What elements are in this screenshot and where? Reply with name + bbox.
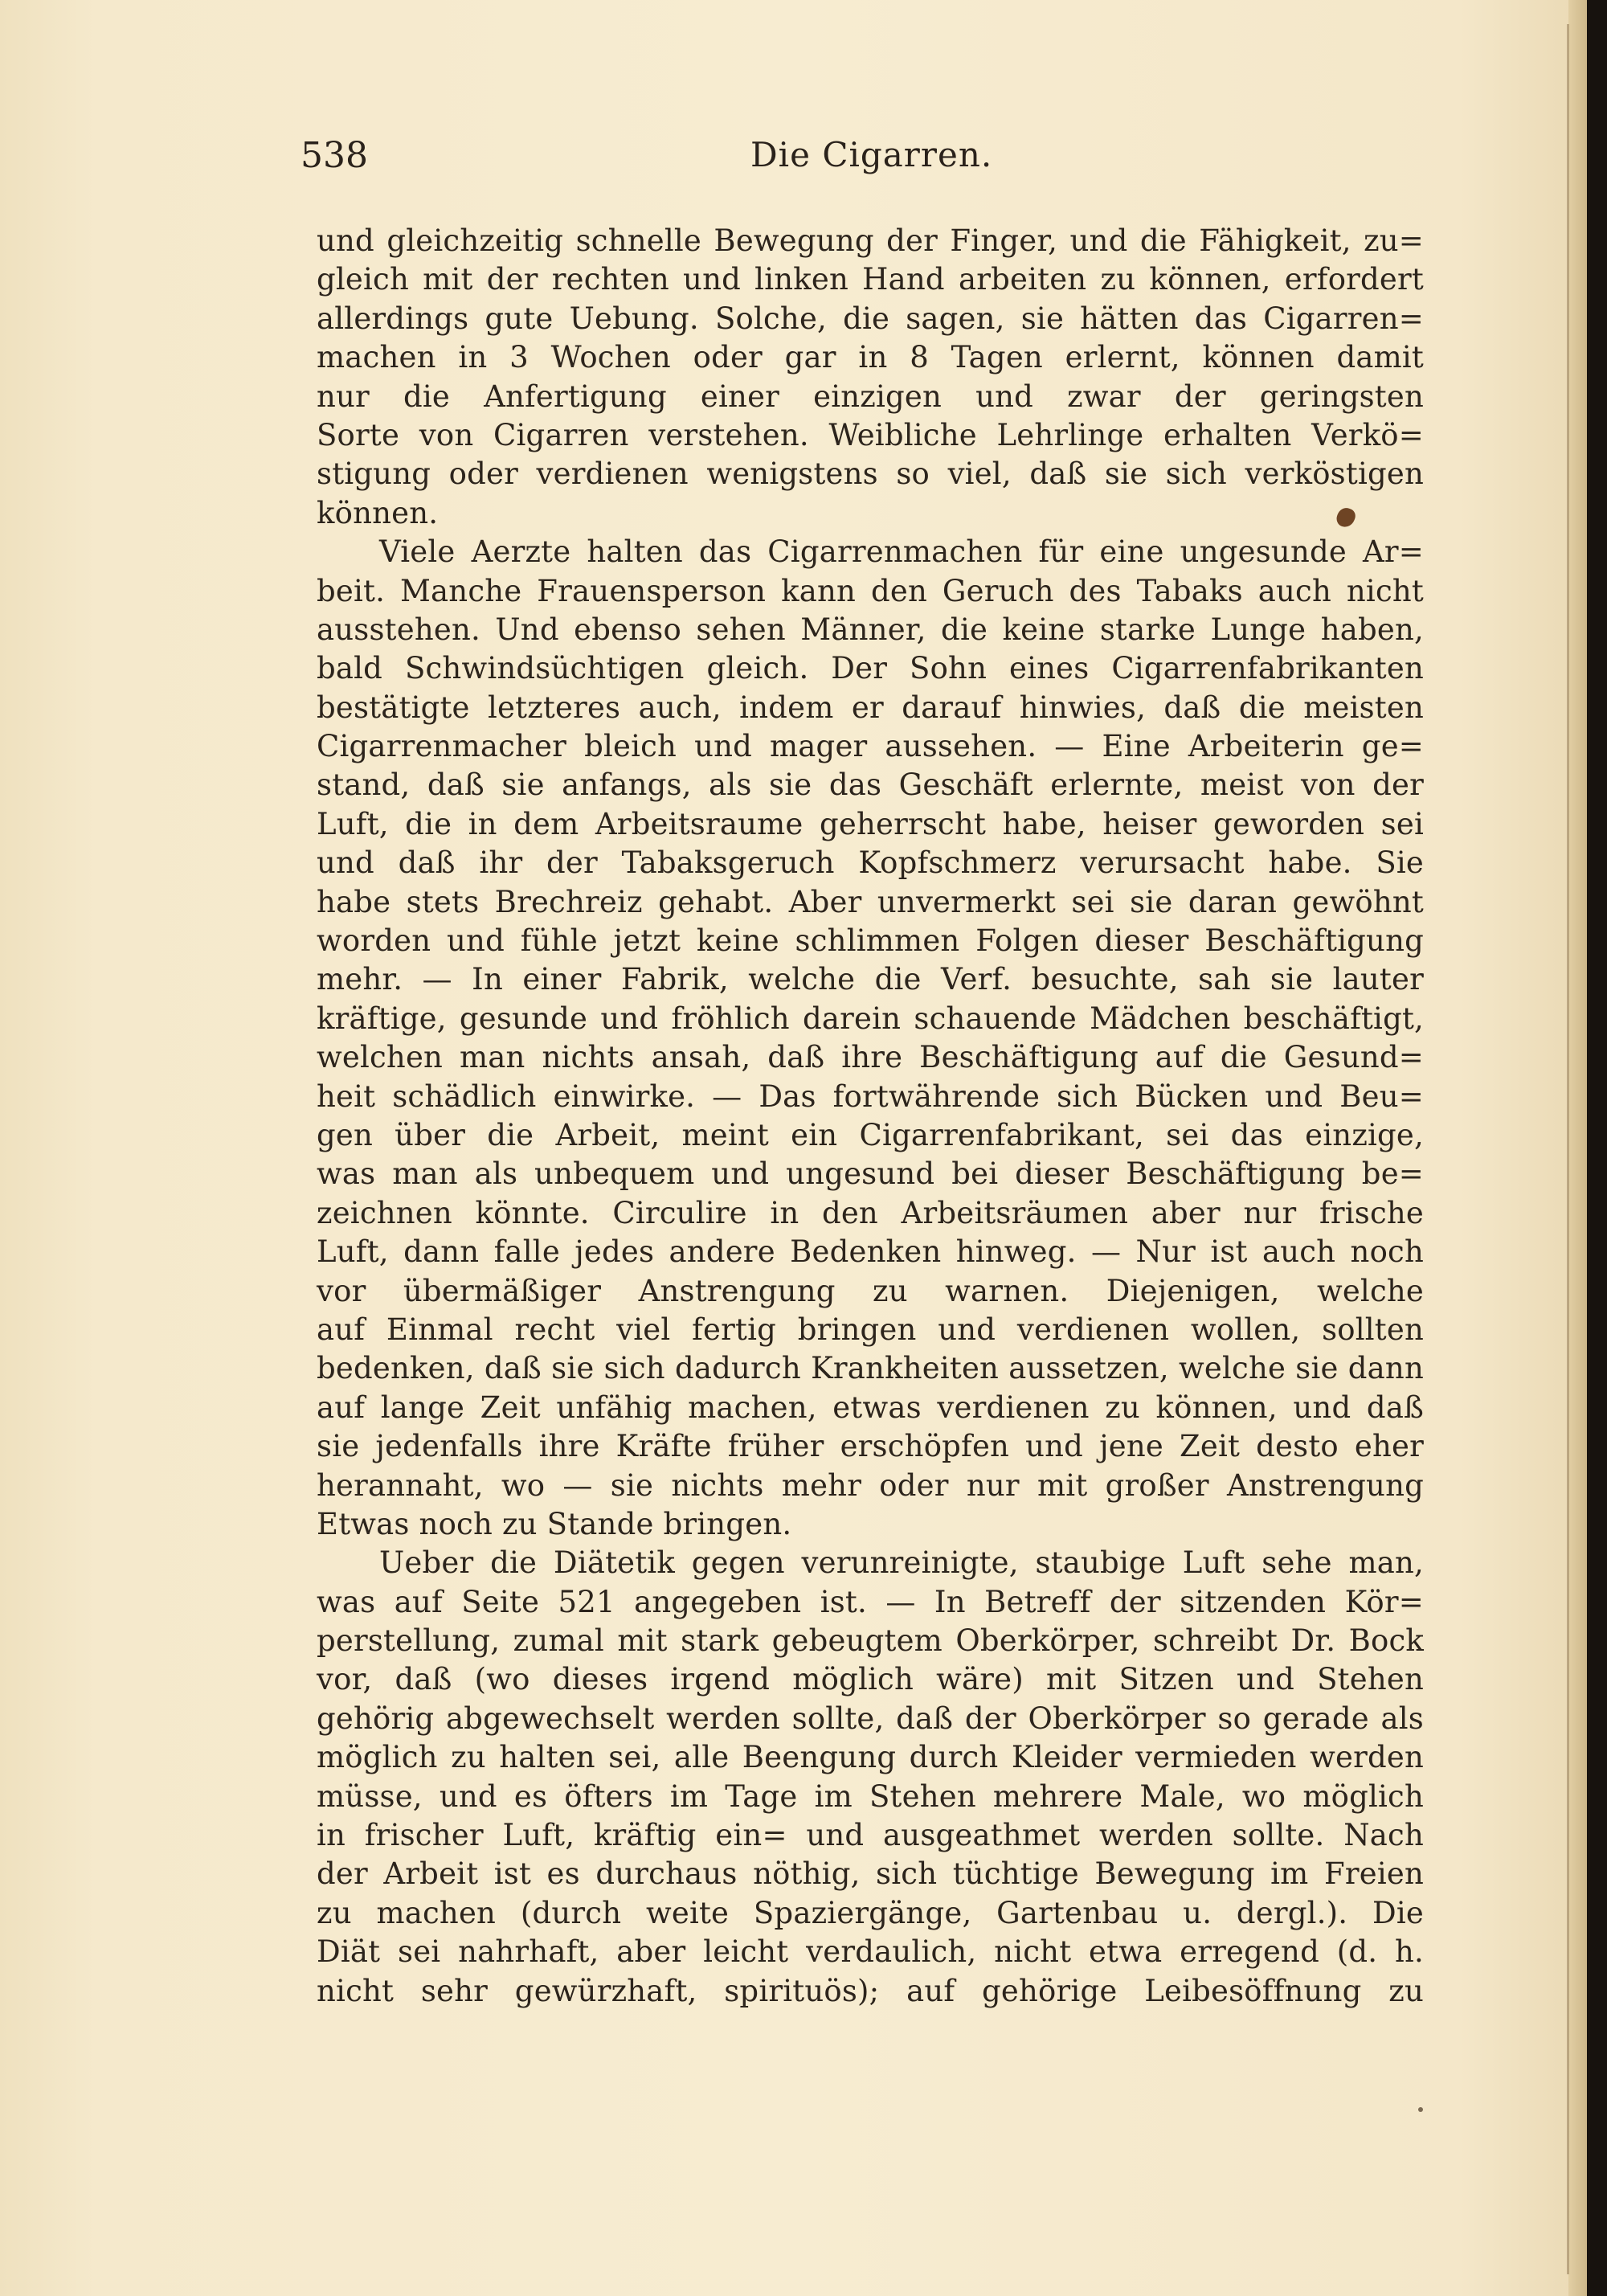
text-line: ausstehen. Und ebenso sehen Männer, die keine starke Lunge haben, bbox=[317, 612, 1424, 647]
text-line: zu machen (durch weite Spaziergänge, Gartenbau u. dergl.). Die bbox=[317, 1895, 1424, 1930]
text-line: Cigarrenmacher bleich und mager aussehen. — Eine Arbeiterin ge= bbox=[317, 729, 1424, 764]
text-line: nur die Anfertigung einer einzigen und zwar der geringsten bbox=[317, 379, 1424, 414]
text-line: was man als unbequem und ungesund bei dieser Beschäftigung be= bbox=[317, 1156, 1424, 1192]
text-line: herannaht, wo — sie nichts mehr oder nur mit großer Anstrengung bbox=[317, 1467, 1424, 1503]
page-edge-line bbox=[1567, 24, 1569, 2274]
text-line: bestätigte letzteres auch, indem er darauf hinwies, daß die meisten bbox=[317, 690, 1424, 725]
text-line: zeichnen könnte. Circulire in den Arbeitsräumen aber nur frische bbox=[317, 1195, 1424, 1230]
text-line: möglich zu halten sei, alle Beengung durch Kleider vermieden werden bbox=[317, 1740, 1424, 1775]
text-line: Luft, dann falle jedes andere Bedenken hinweg. — Nur ist auch noch bbox=[317, 1234, 1424, 1270]
text-line: gleich mit der rechten und linken Hand arbeiten zu können, erfordert bbox=[317, 262, 1424, 297]
text-line: worden und fühle jetzt keine schlimmen Folgen dieser Beschäftigung bbox=[317, 923, 1424, 959]
text-line: in frischer Luft, kräftig ein= und ausgeathmet werden sollte. Nach bbox=[317, 1818, 1424, 1853]
text-line: stand, daß sie anfangs, als sie das Geschäft erlernte, meist von der bbox=[317, 767, 1424, 803]
text-line: vor, daß (wo dieses irgend möglich wäre) mit Sitzen und Stehen bbox=[317, 1662, 1424, 1697]
text-line: allerdings gute Uebung. Solche, die sagen, sie hätten das Cigarren= bbox=[317, 301, 1424, 336]
page-number: 538 bbox=[301, 135, 368, 176]
text-line: machen in 3 Wochen oder gar in 8 Tagen erlernt, können damit bbox=[317, 340, 1424, 375]
text-line: mehr. — In einer Fabrik, welche die Verf. besuchte, sah sie lauter bbox=[317, 962, 1424, 997]
page-header bbox=[301, 135, 1422, 191]
page-edge bbox=[1568, 0, 1587, 2296]
text-line: und daß ihr der Tabaksgeruch Kopfschmerz verursacht habe. Sie bbox=[317, 845, 1424, 881]
text-line: nicht sehr gewürzhaft, spirituös); auf gehörige Leibesöffnung zu bbox=[317, 1973, 1424, 2008]
text-line: perstellung, zumal mit stark gebeugtem Oberkörper, schreibt Dr. Bock bbox=[317, 1623, 1424, 1659]
text-line: was auf Seite 521 angegeben ist. — In Betreff der sitzenden Kör= bbox=[317, 1584, 1424, 1619]
running-title: Die Cigarren. bbox=[750, 135, 993, 174]
text-line: auf Einmal recht viel fertig bringen und verdienen wollen, sollten bbox=[317, 1312, 1424, 1347]
text-line: Ueber die Diätetik gegen verunreinigte, staubige Luft sehe man, bbox=[379, 1545, 1424, 1581]
text-line: bedenken, daß sie sich dadurch Krankheiten aussetzen, welche sie dann bbox=[317, 1351, 1424, 1386]
text-line: kräftige, gesunde und fröhlich darein schauende Mädchen beschäftigt, bbox=[317, 1001, 1424, 1036]
text-line: heit schädlich einwirke. — Das fortwährende sich Bücken und Beu= bbox=[317, 1078, 1424, 1114]
paper-speck bbox=[1418, 2107, 1423, 2112]
text-line: Sorte von Cigarren verstehen. Weibliche Lehrlinge erhalten Verkö= bbox=[317, 417, 1424, 452]
text-line: müsse, und es öfters im Tage im Stehen mehrere Male, wo möglich bbox=[317, 1778, 1424, 1814]
text-line: habe stets Brechreiz gehabt. Aber unvermerkt sei sie daran gewöhnt bbox=[317, 884, 1424, 919]
text-line: sie jedenfalls ihre Kräfte früher erschöpfen und jene Zeit desto eher bbox=[317, 1429, 1424, 1464]
text-line: können. bbox=[317, 495, 439, 530]
text-line: Luft, die in dem Arbeitsraume geherrscht habe, heiser geworden sei bbox=[317, 806, 1424, 841]
text-line: gen über die Arbeit, meint ein Cigarrenfabrikant, sei das einzige, bbox=[317, 1117, 1424, 1152]
text-line: der Arbeit ist es durchaus nöthig, sich tüchtige Bewegung im Freien bbox=[317, 1856, 1424, 1892]
text-line: beit. Manche Frauensperson kann den Geruch des Tabaks auch nicht bbox=[317, 573, 1424, 608]
text-line: gehörig abgewechselt werden sollte, daß der Oberkörper so gerade als bbox=[317, 1701, 1424, 1736]
text-line: und gleichzeitig schnelle Bewegung der Finger, und die Fähigkeit, zu= bbox=[317, 223, 1424, 258]
text-line: Diät sei nahrhaft, aber leicht verdaulich, nicht etwa erregend (d. h. bbox=[317, 1934, 1424, 1970]
text-line: vor übermäßiger Anstrengung zu warnen. Diejenigen, welche bbox=[317, 1273, 1424, 1308]
text-line: stigung oder verdienen wenigstens so viel, daß sie sich verköstigen bbox=[317, 456, 1424, 492]
text-line: bald Schwindsüchtigen gleich. Der Sohn eines Cigarrenfabrikanten bbox=[317, 651, 1424, 686]
text-line: welchen man nichts ansah, daß ihre Beschäftigung auf die Gesund= bbox=[317, 1040, 1424, 1075]
text-line: Etwas noch zu Stande bringen. bbox=[317, 1506, 792, 1541]
text-line: Viele Aerzte halten das Cigarrenmachen für eine ungesunde Ar= bbox=[379, 534, 1424, 570]
text-line: auf lange Zeit unfähig machen, etwas verdienen zu können, und daß bbox=[317, 1389, 1424, 1425]
scan-border bbox=[1587, 0, 1607, 2296]
body-text bbox=[317, 222, 1424, 2011]
